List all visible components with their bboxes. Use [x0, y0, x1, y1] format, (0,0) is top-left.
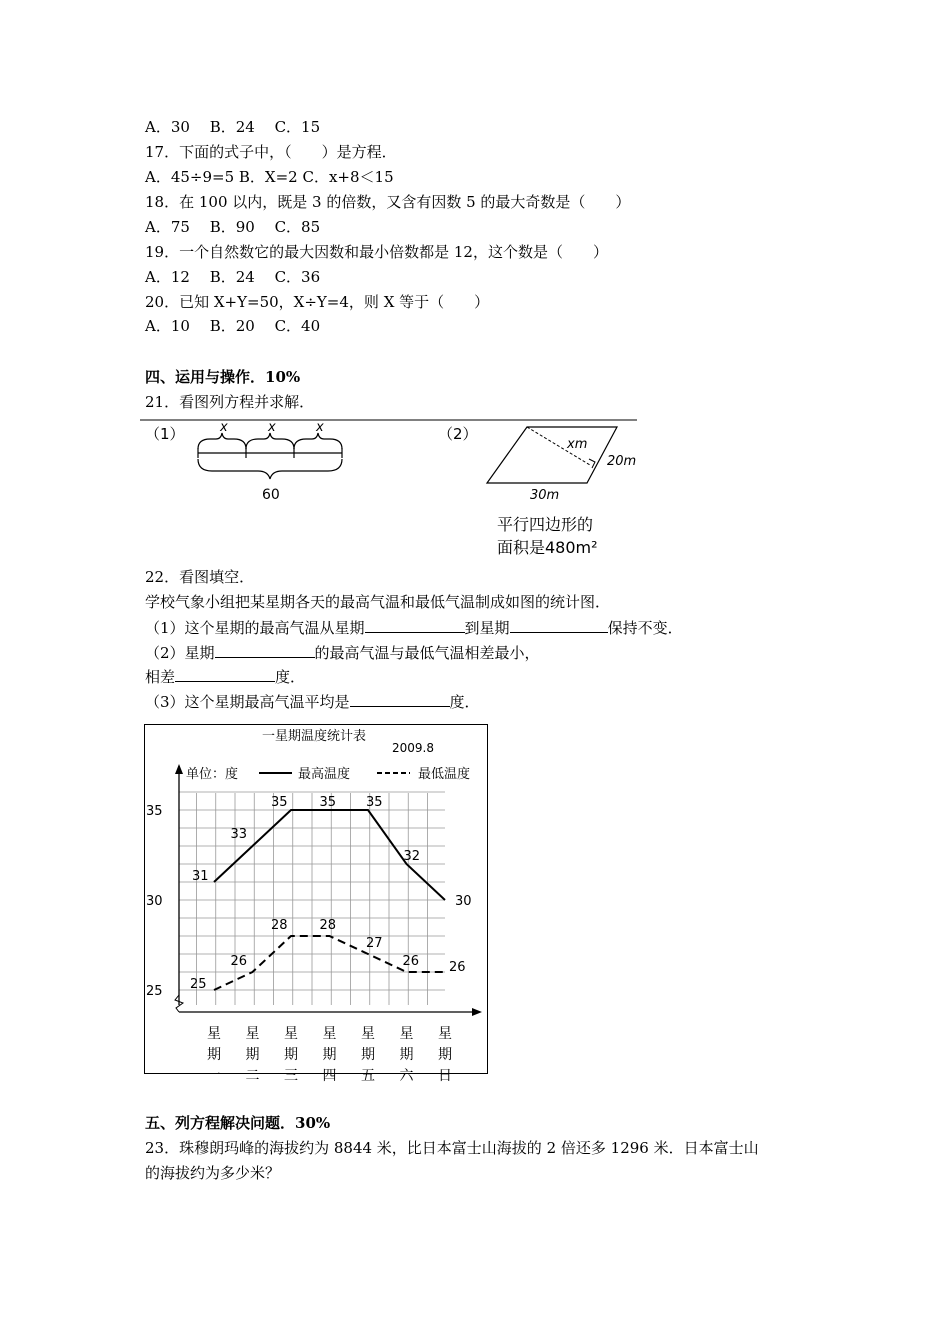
x-tick-label: 星 — [361, 1026, 375, 1042]
data-label: 25 — [190, 977, 207, 992]
fig2-caption-line1: 平行四边形的 — [497, 515, 594, 534]
q22-part2-a: （2）星期 — [145, 644, 215, 662]
q19-question: 19．一个自然数它的最大因数和最小倍数都是 12，这个数是（ ） — [145, 243, 608, 261]
q22-part2-b: 的最高气温与最低气温相差最小， — [314, 644, 540, 662]
x-tick-label: 日 — [438, 1068, 452, 1084]
parallelogram — [487, 427, 617, 483]
data-label: 26 — [449, 960, 466, 975]
q23-line1: 23．珠穆朗玛峰的海拔约为 8844 米，比日本富士山海拔的 2 倍还多 1296 米．日本富士山 — [145, 1139, 759, 1157]
q23-line2: 的海拔约为多少米？ — [145, 1164, 281, 1182]
q22-part1-c: 保持不变． — [607, 619, 683, 637]
q21-figure — [140, 415, 640, 563]
legend-min: 最低温度 — [418, 767, 471, 782]
x-tick-label: 五 — [361, 1068, 375, 1084]
q21-question: 21．看图列方程并求解． — [145, 393, 315, 411]
x-tick-label: 四 — [322, 1068, 337, 1084]
fig2-base-label: 30m — [530, 488, 560, 503]
chart-subtitle: 2009.8 — [392, 741, 434, 755]
data-label: 28 — [319, 918, 337, 933]
x-tick-label: 期 — [399, 1047, 414, 1063]
x-tick-label: 一 — [207, 1068, 221, 1084]
fig2-label: （2） — [438, 425, 478, 443]
q22-intro: 学校气象小组把某星期各天的最高气温和最低气温制成如图的统计图． — [145, 593, 611, 611]
x-tick-label: 星 — [245, 1026, 260, 1042]
fig1-total: 60 — [262, 487, 280, 503]
section4-title: 四、运用与操作．10% — [145, 368, 301, 386]
chart-title: 一星期温度统计表 — [261, 729, 367, 744]
data-label: 32 — [403, 849, 421, 864]
x-tick-label: 星 — [438, 1026, 452, 1042]
q20-options: A．10 B．20 C．40 — [145, 317, 321, 335]
x-tick-label: 期 — [284, 1047, 298, 1063]
data-label: 31 — [192, 869, 209, 884]
x-tick-label: 星 — [284, 1026, 298, 1042]
x-tick-label: 六 — [399, 1068, 414, 1084]
fig1-x3: x — [316, 420, 324, 435]
q22-part3 — [145, 691, 480, 712]
data-label: 30 — [455, 894, 472, 909]
x-tick-label: 星 — [399, 1026, 414, 1042]
q22-part1 — [145, 617, 683, 638]
temperature-chart — [144, 724, 488, 1084]
q22-part3-b: 度． — [449, 693, 480, 711]
y-tick-label: 30 — [146, 894, 163, 909]
answer-blank[interactable] — [510, 617, 608, 633]
fig1-label: （1） — [145, 425, 185, 443]
q18-options: A．75 B．90 C．85 — [145, 218, 321, 236]
data-label: 35 — [271, 795, 288, 810]
y-tick-label: 25 — [146, 984, 163, 999]
q20-question: 20．已知 X+Y=50，X÷Y=4，则 X 等于（ ） — [145, 293, 490, 311]
fig2-side-label: 20m — [607, 454, 637, 469]
x-tick-label: 期 — [322, 1047, 337, 1063]
data-label: 35 — [366, 795, 383, 810]
data-label: 28 — [271, 918, 288, 933]
answer-blank[interactable] — [350, 691, 450, 707]
x-tick-label: 期 — [361, 1047, 375, 1063]
answer-blank[interactable] — [365, 617, 465, 633]
x-tick-label: 星 — [207, 1026, 221, 1042]
q16-options: A．30 B．24 C．15 — [145, 118, 321, 136]
data-label: 26 — [230, 954, 248, 969]
q22-part1-a: （1）这个星期的最高气温从星期 — [145, 619, 365, 637]
fig1-x1: x — [220, 420, 228, 435]
q19-options: A．12 B．24 C．36 — [145, 268, 321, 286]
y-tick-label: 35 — [146, 804, 163, 819]
answer-blank[interactable] — [215, 642, 315, 658]
q17-question: 17．下面的式子中，（ ）是方程． — [145, 143, 397, 161]
fig1-x2: x — [268, 420, 276, 435]
section5-title: 五、列方程解决问题．30% — [145, 1114, 331, 1132]
q17-options: A．45÷9=5 B．X=2 C．x+8＜15 — [145, 168, 394, 186]
fig1-top-braces — [198, 433, 342, 449]
fig1-bottom-brace — [198, 459, 342, 479]
q22-part2 — [145, 642, 540, 663]
q22-question: 22．看图填空． — [145, 568, 255, 586]
answer-blank[interactable] — [175, 666, 275, 682]
chart-ylabel: 单位：度 — [186, 767, 239, 782]
x-tick-label: 星 — [322, 1026, 337, 1042]
q22-part3-a: （3）这个星期最高气温平均是 — [145, 693, 350, 711]
q22-part2-c: 相差 — [145, 668, 176, 686]
q22-part2-cont — [145, 666, 305, 687]
q22-part2-d: 度． — [275, 668, 306, 686]
x-tick-label: 期 — [207, 1047, 221, 1063]
right-angle-mark — [589, 459, 595, 468]
data-label: 35 — [319, 795, 337, 810]
x-tick-label: 期 — [438, 1047, 452, 1063]
fig1-segment-line — [198, 448, 342, 458]
data-label: 26 — [402, 954, 420, 969]
legend-max: 最高温度 — [298, 767, 351, 782]
x-tick-label: 三 — [284, 1068, 298, 1084]
fig2-caption-line2: 面积是480m² — [497, 538, 598, 557]
x-tick-label: 期 — [245, 1047, 260, 1063]
q18-question: 18．在 100 以内，既是 3 的倍数，又含有因数 5 的最大奇数是（ ） — [145, 193, 631, 211]
data-label: 33 — [230, 827, 248, 842]
q22-part1-b: 到星期 — [464, 619, 510, 637]
data-label: 27 — [366, 936, 383, 951]
fig2-height-label: xm — [567, 437, 588, 452]
x-tick-label: 二 — [245, 1068, 260, 1084]
